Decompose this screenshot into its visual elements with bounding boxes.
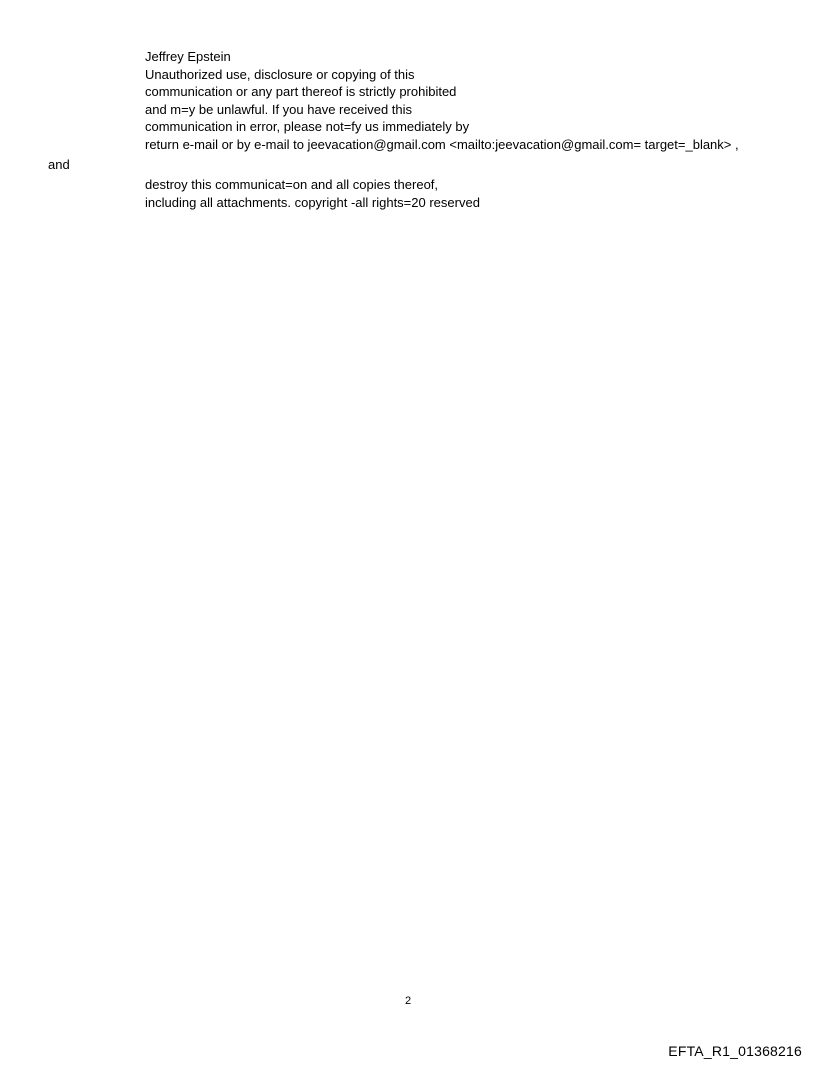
page-number: 2	[404, 995, 412, 1007]
disclaimer-line: Unauthorized use, disclosure or copying of this	[145, 66, 415, 82]
signature-name: Jeffrey Epstein	[145, 49, 231, 64]
email-signature-block	[145, 48, 805, 153]
disclaimer-line: including all attachments. copyright -all rights=20 reserved	[145, 194, 480, 210]
disclaimer-line: and m=y be unlawful. If you have received this	[145, 101, 413, 117]
disclaimer-line-email: return e-mail or by e-mail to jeevacation@gmail.com <mailto:jeevacation@gmail.com= target=_blank> ,	[145, 136, 739, 152]
wrapped-word: and	[48, 157, 70, 172]
bates-number: EFTA_R1_01368216	[668, 1043, 802, 1059]
disclaimer-line: communication in error, please not=fy us immediately by	[145, 119, 470, 134]
disclaimer-line: destroy this communicat=on and all copies thereof,	[145, 177, 439, 192]
disclaimer-line: communication or any part thereof is strictly prohibited	[145, 84, 457, 99]
disclaimer-continuation	[145, 176, 805, 211]
